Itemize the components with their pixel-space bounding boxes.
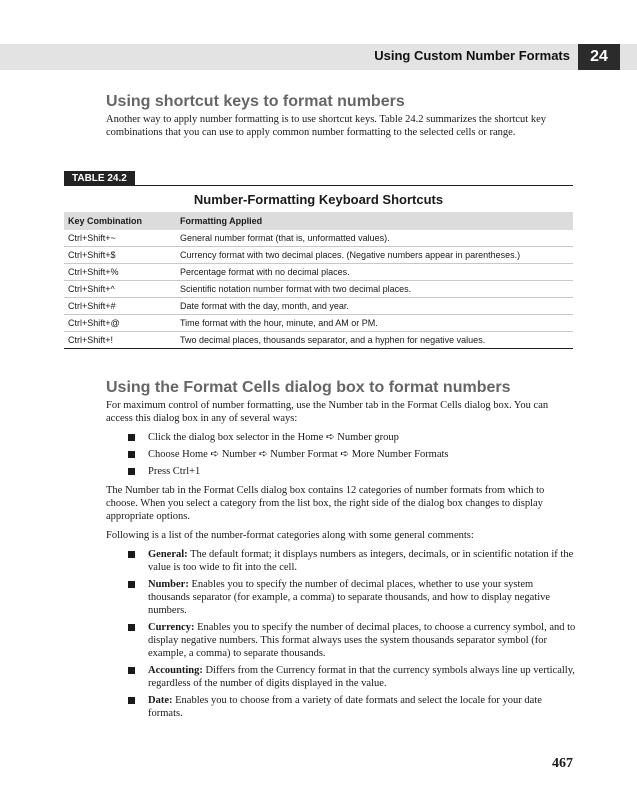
category-description: Enables you to specify the number of decimal places, whether to use your system thousands separator (for example, a comma) to separate thousands, and how to display negative numbers.	[148, 579, 551, 616]
list-item	[106, 694, 576, 720]
list-item	[106, 578, 576, 617]
category-description: Enables you to choose from a variety of date formats and select the locale for your date formats.	[148, 695, 542, 719]
section-format-cells	[106, 379, 576, 724]
list-item	[106, 465, 576, 478]
section-paragraph: The Number tab in the Format Cells dialog box contains 12 categories of number formats from which to choose. When you select a category from the list box, the right side of the dialog box changes to display appropriate options.	[106, 485, 545, 522]
list-item-text: Click the dialog box selector in the Home ➪ Number group	[148, 432, 399, 443]
category-term: Accounting:	[148, 665, 203, 676]
formatting-applied: Two decimal places, thousands separator, and a hyphen for negative values.	[176, 332, 573, 349]
column-header: Formatting Applied	[176, 212, 573, 230]
chapter-number: 24	[578, 44, 620, 70]
access-methods-list	[106, 431, 576, 478]
table-label: TABLE 24.2	[64, 171, 135, 186]
section-shortcut-keys	[106, 93, 576, 139]
bullet-icon	[128, 624, 135, 631]
shortcuts-table	[64, 212, 573, 349]
key-combination: Ctrl+Shift+^	[64, 281, 176, 298]
section-heading: Using the Format Cells dialog box to format numbers	[106, 379, 511, 396]
section-paragraph: Following is a list of the number-format categories along with some general comments:	[106, 530, 474, 541]
running-header-title: Using Custom Number Formats	[374, 48, 570, 63]
formatting-applied: General number format (that is, unformatted values).	[176, 230, 573, 247]
column-header: Key Combination	[64, 212, 176, 230]
list-item	[106, 431, 576, 444]
table-header-row	[64, 212, 573, 230]
list-item	[106, 664, 576, 690]
table-title: Number-Formatting Keyboard Shortcuts	[193, 192, 444, 207]
table-rule	[64, 185, 573, 186]
category-term: General:	[148, 549, 188, 560]
category-description: Differs from the Currency format in that the currency symbols always line up vertically, regardless of the number of digits displayed in the value.	[148, 665, 575, 689]
section-heading: Using shortcut keys to format numbers	[106, 93, 405, 110]
category-term: Number:	[148, 579, 189, 590]
table-row	[64, 281, 573, 298]
table-row	[64, 332, 573, 349]
list-item	[106, 621, 576, 660]
table-row	[64, 298, 573, 315]
key-combination: Ctrl+Shift+%	[64, 264, 176, 281]
table-row	[64, 247, 573, 264]
page-number: 467	[552, 756, 573, 771]
list-item	[106, 448, 576, 461]
bullet-icon	[128, 434, 135, 441]
table-row	[64, 230, 573, 247]
list-item	[106, 548, 576, 574]
bullet-icon	[128, 551, 135, 558]
section-paragraph: Another way to apply number formatting is to use shortcut keys. Table 24.2 summarizes the shortcut key combinations that you can use to apply common number formatting to the selected cells or range.	[106, 114, 546, 138]
key-combination: Ctrl+Shift+$	[64, 247, 176, 264]
categories-list	[106, 548, 576, 720]
bullet-icon	[128, 581, 135, 588]
category-description: Enables you to specify the number of decimal places, to choose a currency symbol, and to display negative numbers. This format always uses the system thousands separator symbol (for example, a comma) to separate thousands.	[148, 622, 576, 659]
list-item-text: Choose Home ➪ Number ➪ Number Format ➪ More Number Formats	[148, 449, 449, 460]
table-row	[64, 264, 573, 281]
shortcuts-table-block	[64, 168, 573, 349]
formatting-applied: Percentage format with no decimal places.	[176, 264, 573, 281]
formatting-applied: Scientific notation number format with two decimal places.	[176, 281, 573, 298]
section-paragraph: For maximum control of number formatting, use the Number tab in the Format Cells dialog box. You can access this dialog box in any of several ways:	[106, 400, 549, 424]
bullet-icon	[128, 451, 135, 458]
key-combination: Ctrl+Shift+~	[64, 230, 176, 247]
bullet-icon	[128, 697, 135, 704]
list-item-text: Press Ctrl+1	[148, 466, 201, 477]
category-term: Currency:	[148, 622, 195, 633]
table-row	[64, 315, 573, 332]
category-description: The default format; it displays numbers as integers, decimals, or in scientific notation if the value is too wide to fit into the cell.	[148, 549, 574, 573]
bullet-icon	[128, 468, 135, 475]
formatting-applied: Date format with the day, month, and year.	[176, 298, 573, 315]
formatting-applied: Time format with the hour, minute, and AM or PM.	[176, 315, 573, 332]
formatting-applied: Currency format with two decimal places. (Negative numbers appear in parentheses.)	[176, 247, 573, 264]
key-combination: Ctrl+Shift+@	[64, 315, 176, 332]
bullet-icon	[128, 667, 135, 674]
category-term: Date:	[148, 695, 173, 706]
running-header	[0, 44, 637, 70]
key-combination: Ctrl+Shift+!	[64, 332, 176, 349]
key-combination: Ctrl+Shift+#	[64, 298, 176, 315]
